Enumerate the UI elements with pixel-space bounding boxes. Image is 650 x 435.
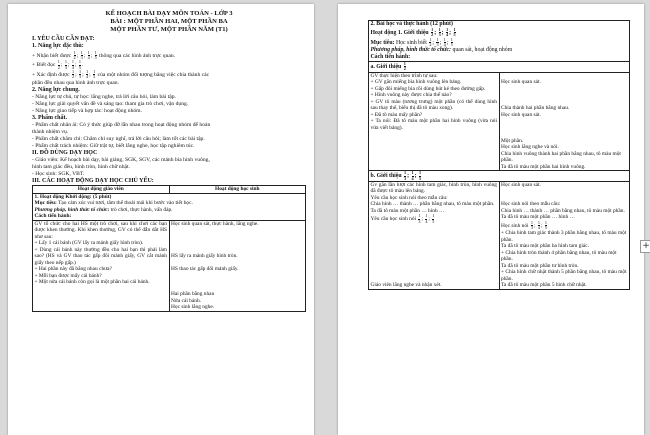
activity-info-cell: 1. Hoạt động Khởi động: (5 phút) Mục tiêu: Tạo cảm xúc vui tươi, tâm thế thoải mái khi bước vào tiết học. Phương pháp, hình thức tổ chức: trò chơi, thực hành, vấn đáp. Cách tiến hành: [33,193,306,220]
fraction-1-5: $\frac{1}{5}$ [94,49,97,61]
student-cell: Học sinh quan sát. Học sinh nói theo mẫu câu: Chia hình … thành … phần bằng nhau, tô màu một phần. Ta đã tô màu một phần … hình … Học sinh nói $\frac{1}{3}$ ; $\frac{1}{4}$ ; $\frac{1}{5}$ + Chia hình tam giác thành 3 phần bằng nhau, tô màu một phần. Ta đã tô màu một phần ba hình tam giác. + Chia hình tròn thành 4 phần bằng nhau, tô màu một phần. Ta đã tô màu một phần tư hình tròn. + Chia hình chữ nhật thành 5 phần bằng nhau, tô màu một phần. Ta đã tô màu một phần 5 hình chữ nhật. [499,181,630,289]
activity-table-2 [368,20,630,290]
text-line: - Năng lực tự chủ, tự học: lắng nghe, trả lời câu hỏi, làm bài tập. [32,93,176,100]
subsection-specific-competence: 1. Năng lực đặc thù: [32,43,84,50]
subsection-qualities: 3. Phẩm chất. [32,114,67,121]
fraction-1-4: $\frac{1}{4}$ [87,49,90,61]
part-a-heading: a. Giới thiệu $\frac{1}{2}$ [369,62,630,73]
teacher-cell: GV tổ chức cho hai HS một trò chơi, sau khi chơi các bạn được khen thưởng. Khi khen thưởng, GV có thể dẫn dắt HS như sau: + Lấy 1 cái bánh (GV lấy ra mảnh giấy hình tròn). + Dùng cái bánh này thưởng đều cho hai bạn thì phải làm sao? (HS và GV thao tác gấp đôi mảnh giấy, GV cắt mảnh giấy theo nếp gấp.) + Hai phần này đã bằng nhau chưa? + Mỗi bạn được mấy cái bánh? + Một nửa cái bánh còn gọi là một phần hai cái bánh. [33,220,170,311]
text-line: - Phẩm chất nhân ái: Có ý thức giúp đỡ lẫn nhau trong hoạt động nhóm để hoàn [32,122,211,129]
fraction-1-3: $\frac{1}{3}$ [80,49,83,61]
activity-heading: 2. Bài học và thực hành (12 phút) [370,21,453,27]
teacher-cell: Gv gắn lần lượt các hình tam giác, hình tròn, hình vuông đã được tô màu lên bảng. Yêu cầu học sinh nói theo mẫu câu: Chia hình … thành … phần bằng nhau, tô màu một phần. Ta đã tô màu một phần … hình … Yêu cầu học sinh nói $\frac{1}{3}$ ; $\frac{1}{4}$ ; $\frac{1}{5}$ Giáo viên lắng nghe và nhận xét. [370,181,497,288]
table-row [369,21,630,62]
part-b-heading: b. Giới thiệu $\frac{1}{3}$ ; $\frac{1}{4}$ ; $\frac{1}{5}$ [369,171,630,182]
table-row [369,181,630,289]
section-materials: II. ĐỒ DÙNG DẠY HỌC [32,149,98,156]
text-line: thành nhiệm vụ. [32,128,69,135]
teacher-cell: GV thực hiện theo trình tự sau: + GV gắn miếng bìa hình vuông lên bảng. + Gấp đôi miếng bìa rồi dùng bút kẻ theo đường gấp. + Hình vuông này được chia thế nào? + GV tô màu (tương trưng) một phần (có thể dùng hình sau thay thế, biểu thị đã tô màu xong). + Đã tô màu mấy phần? + Ta nói: Đã tô màu một phần hai hình vuông (vừa nói vừa viết bảng). [369,72,500,171]
lesson-subtitle-2: MỘT PHẦN TƯ, MỘT PHẦN NĂM (T1) [110,26,228,33]
document-page-2 [338,4,644,435]
table-row [369,62,630,73]
text-line: + Xác định được $\frac{1}{2}$ ; $\frac{1}{3}$ ; $\frac{1}{4}$ ; $\frac{1}{5}$ của một nhóm đối tượng bằng việc chia thành các [32,69,210,80]
text-line: - Giáo viên: Kế hoạch bài dạy, bài giảng, SGK, SGV, các mảnh bìa hình vuông, [32,157,210,164]
header-student: Hoạt động học sinh [169,186,306,194]
text-line: + Biết đọc $\frac{1}{2}$ ; $\frac{1}{3}$ ; $\frac{1}{4}$ ; $\frac{1}{5}$ . [32,59,84,70]
text-line: - Học sinh: SGK, VBT. [32,170,85,177]
text-line: - Năng lực giao tiếp và hợp tác: hoạt động nhóm. [32,107,142,114]
plus-icon[interactable]: + [640,240,650,253]
student-cell: Học sinh quan sát. Chia thành hai phần bằng nhau. Học sinh quan sát. Một phần. Học sinh lắng nghe và nói. Chia hình vuông thành hai phần bằng nhau, tô màu một phần. Ta đã tô màu một phần hai hình vuông. [499,72,630,171]
table-row [33,220,306,311]
text-line: - Phẩm chất trách nhiệm: Giữ trật tự, biết lắng nghe, học tập nghiêm túc. [32,142,195,149]
table-header-row [33,186,306,194]
table-row [369,72,630,171]
lesson-title: KẾ HOẠCH BÀI DẠY MÔN TOÁN - LỚP 3 [105,10,233,17]
table-row [369,171,630,182]
section-requirements: I. YÊU CẦU CẦN ĐẠT: [32,36,95,42]
text-line: hình tam giác đều, hình tròn, hình chữ nhật. [32,163,130,170]
student-cell: Học sinh quan sát, thực hành, lắng nghe. HS lấy ra mảnh giấy hình tròn. HS thao tác gấp đôi mảnh giấy. Hai phần bằng nhau Nửa cái bánh. Học sinh lắng nghe. [169,220,306,311]
lesson-subtitle-1: BÀI : MỘT PHẦN HAI, MỘT PHẦN BA [110,18,228,25]
document-page-1 [8,4,314,435]
section-activities: III. CÁC HOẠT ĐỘNG DẠY HỌC CHỦ YẾU: [32,177,154,184]
text-line: - Phẩm chất chăm chỉ: Chăm chỉ suy nghĩ, trả lời câu hỏi; làm tốt các bài tập. [32,135,205,142]
activity-table-1 [32,185,306,312]
activity-info-cell: 2. Bài học và thực hành (12 phút) Hoạt động 1. Giới thiệu $\frac{1}{2}$ ; $\frac{1}{3}$ ; $\frac{1}{4}$ ; $\frac{1}{5}$ Mục tiêu: Học sinh biết $\frac{1}{2}$ ; $\frac{1}{3}$ ; $\frac{1}{4}$ ; $\frac{1}{5}$ Phương pháp, hình thức tổ chức: quan sát, hoạt động nhóm Cách tiến hành: [369,21,630,62]
text-line: phần đều nhau qua hình ảnh trực quan. [32,79,119,86]
text-line: - Năng lực giải quyết vấn đề và sáng tạo: tham gia trò chơi, vận dụng. [32,100,189,107]
fraction-1-2: $\frac{1}{2}$ [73,49,76,61]
text-line: + Nhận biết được $\frac{1}{2}$ ; $\frac{1}{3}$ ; $\frac{1}{4}$ ; $\frac{1}{5}$ thông qua các hình ảnh trực quan. [32,49,176,61]
activity-heading: 1. Hoạt động Khởi động: (5 phút) [34,193,112,200]
subsection-general-competence: 2. Năng lực chung. [32,86,80,93]
table-row [33,193,306,220]
header-teacher: Hoạt động giáo viên [33,186,170,194]
